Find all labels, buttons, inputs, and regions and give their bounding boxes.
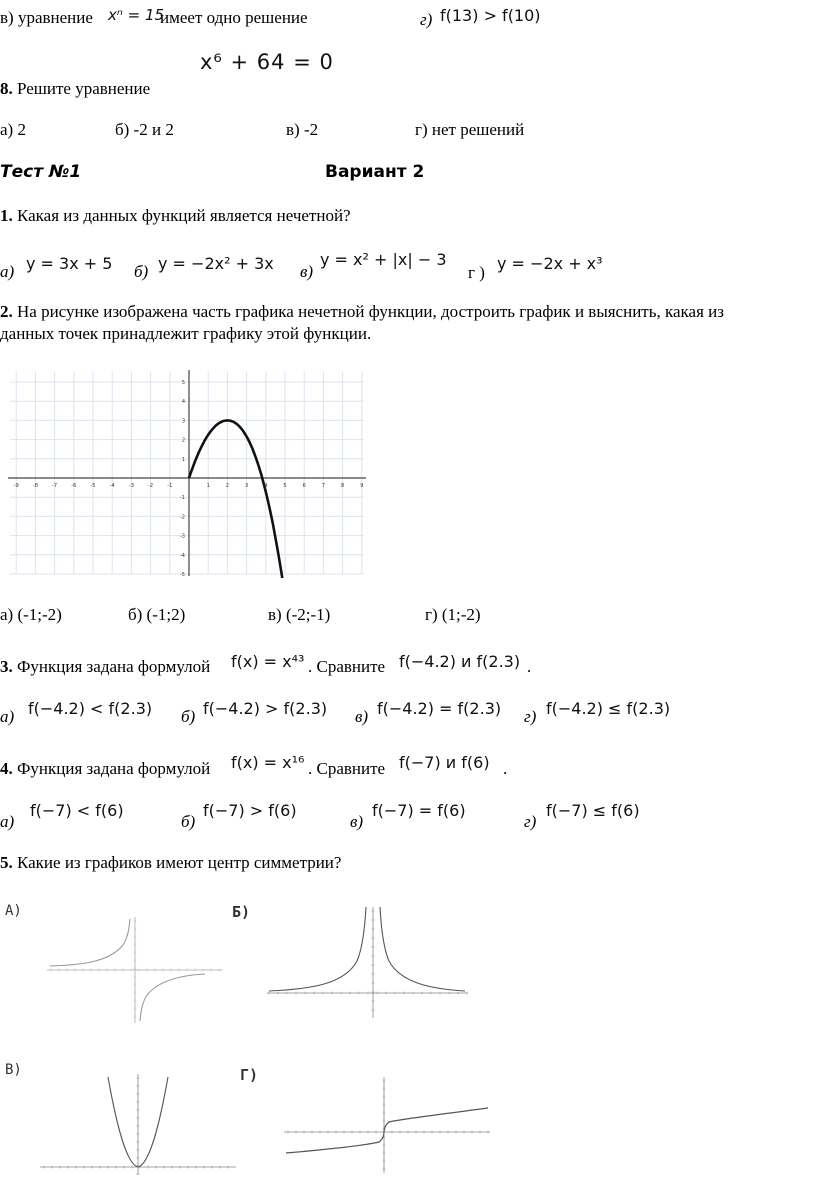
q8-option-b: б) -2 и 2 (115, 120, 174, 139)
q5-number: 5. (0, 853, 13, 872)
y-tick-label: -3 (180, 533, 185, 540)
q4-expr-g: f(−7) ≤ f(6) (546, 801, 640, 820)
q4-compare: . Сравните (308, 759, 386, 778)
q4-expr-b: f(−7) > f(6) (203, 801, 297, 820)
q8-option-a: а) 2 (0, 120, 26, 139)
x-tick-label: 4 (264, 483, 268, 489)
q8-option-v: в) -2 (286, 120, 319, 139)
q1-label-v: в) (300, 262, 314, 281)
q1-expr-a: y = 3x + 5 (26, 254, 113, 273)
q3-text: Функция задана формулой (17, 657, 211, 676)
q3-label-b: б) (181, 707, 196, 726)
q4-label-b: б) (181, 812, 196, 831)
q4-expr-a: f(−7) < f(6) (30, 801, 124, 820)
x-tick-label: -7 (52, 483, 58, 489)
q1-expr-g: y = −2x + x³ (497, 254, 603, 273)
graph-label-b: Б) (232, 903, 251, 921)
q1-expr-v: y = x² + |x| − 3 (320, 250, 447, 269)
y-tick-label: 4 (181, 399, 185, 406)
q5-text: Какие из графиков имеют центр симметрии? (17, 853, 342, 872)
graph-label-v: В) (5, 1062, 22, 1078)
x-tick-label: 8 (341, 483, 345, 489)
q1-label-a: а) (0, 262, 15, 281)
q3-formula: f(x) = x⁴³ (231, 652, 305, 671)
q4-formula: f(x) = x¹⁶ (231, 753, 305, 772)
q4-label-a: а) (0, 812, 15, 831)
y-tick-label: 5 (181, 380, 185, 386)
q3-label-a: а) (0, 707, 15, 726)
x-tick-label: -3 (128, 483, 134, 489)
graph-label-g: Г) (240, 1066, 259, 1084)
q4-label-g: г) (524, 812, 537, 831)
q8-number: 8. (0, 79, 13, 98)
graph-b-inverse-square (265, 905, 470, 1020)
q2-option-g: г) (1;-2) (425, 605, 481, 624)
q3-expr-g: f(−4.2) ≤ f(2.3) (546, 699, 671, 718)
x-tick-label: 5 (283, 483, 287, 489)
q3-pair: f(−4.2) и f(2.3) (399, 652, 521, 671)
odd-function-graph (8, 368, 368, 578)
q7-equation: xⁿ = 15 (108, 6, 165, 24)
q4-number: 4. (0, 759, 13, 778)
x-tick-label: -6 (71, 483, 77, 489)
x-tick-label: -1 (167, 483, 173, 489)
q2-text-line2: данных точек принадлежит графику этой функции. (0, 324, 372, 343)
x-tick-label: 3 (245, 483, 249, 489)
q2-number: 2. (0, 302, 13, 321)
x-tick-label: -8 (32, 483, 38, 489)
y-tick-label: 2 (181, 437, 185, 444)
q1-number: 1. (0, 206, 13, 225)
q4-expr-v: f(−7) = f(6) (372, 801, 466, 820)
x-tick-label: -4 (109, 483, 115, 489)
q2-option-v: в) (-2;-1) (268, 605, 331, 624)
q2-option-b: б) (-1;2) (128, 605, 186, 624)
q4-text: Функция задана формулой (17, 759, 211, 778)
y-tick-label: -2 (180, 514, 185, 521)
x-tick-label: 6 (302, 483, 306, 489)
q2-option-a: а) (-1;-2) (0, 605, 62, 624)
q4-pair: f(−7) и f(6) (399, 753, 490, 772)
q3-dot: . (527, 657, 532, 676)
q1-label-g: г ) (468, 263, 485, 282)
q3-expr-b: f(−4.2) > f(2.3) (203, 699, 328, 718)
q1-label-b: б) (134, 262, 149, 281)
y-tick-label: -1 (180, 495, 185, 502)
q2-text-line1: На рисунке изображена часть графика нечетной функции, достроить график и выяснить, какая из (17, 302, 724, 321)
graph-g-cube-root (282, 1075, 492, 1175)
q4-dot: . (503, 759, 508, 778)
q3-compare: . Сравните (308, 657, 386, 676)
q7-option-v-tail: имеет одно решение (160, 8, 308, 27)
q8-equation: x⁶ + 64 = 0 (200, 50, 334, 74)
q8-text: Решите уравнение (17, 79, 151, 98)
q3-expr-a: f(−4.2) < f(2.3) (28, 699, 153, 718)
q3-label-g: г) (524, 707, 537, 726)
y-tick-label: 1 (181, 456, 185, 463)
q8-option-g: г) нет решений (415, 120, 525, 139)
q7-option-g-label: г) (420, 10, 433, 29)
x-tick-label: -9 (13, 483, 19, 489)
graph-v-parabola (38, 1072, 238, 1177)
q3-expr-v: f(−4.2) = f(2.3) (377, 699, 502, 718)
q4-label-v: в) (350, 812, 364, 831)
test-title: Тест №1 (0, 162, 82, 182)
x-tick-label: -5 (90, 483, 96, 489)
q3-number: 3. (0, 657, 13, 676)
q7-option-v-label: в) уравнение (0, 8, 93, 27)
x-tick-label: 7 (321, 483, 325, 489)
x-tick-label: 1 (206, 483, 210, 489)
q1-text: Какая из данных функций является нечетной? (17, 206, 351, 225)
q1-expr-b: y = −2x² + 3x (158, 254, 274, 273)
q7-option-g-expr: f(13) > f(10) (440, 6, 541, 25)
y-tick-label: -5 (180, 572, 185, 578)
y-tick-label: 3 (181, 418, 185, 425)
graph-label-a: А) (5, 903, 22, 919)
y-tick-label: -4 (180, 552, 185, 559)
x-tick-label: -2 (148, 483, 154, 489)
x-tick-label: 9 (360, 483, 364, 489)
graph-a-hyperbola (45, 915, 225, 1025)
variant-title: Вариант 2 (325, 162, 425, 182)
q3-label-v: в) (355, 707, 369, 726)
x-tick-label: 2 (225, 483, 229, 489)
